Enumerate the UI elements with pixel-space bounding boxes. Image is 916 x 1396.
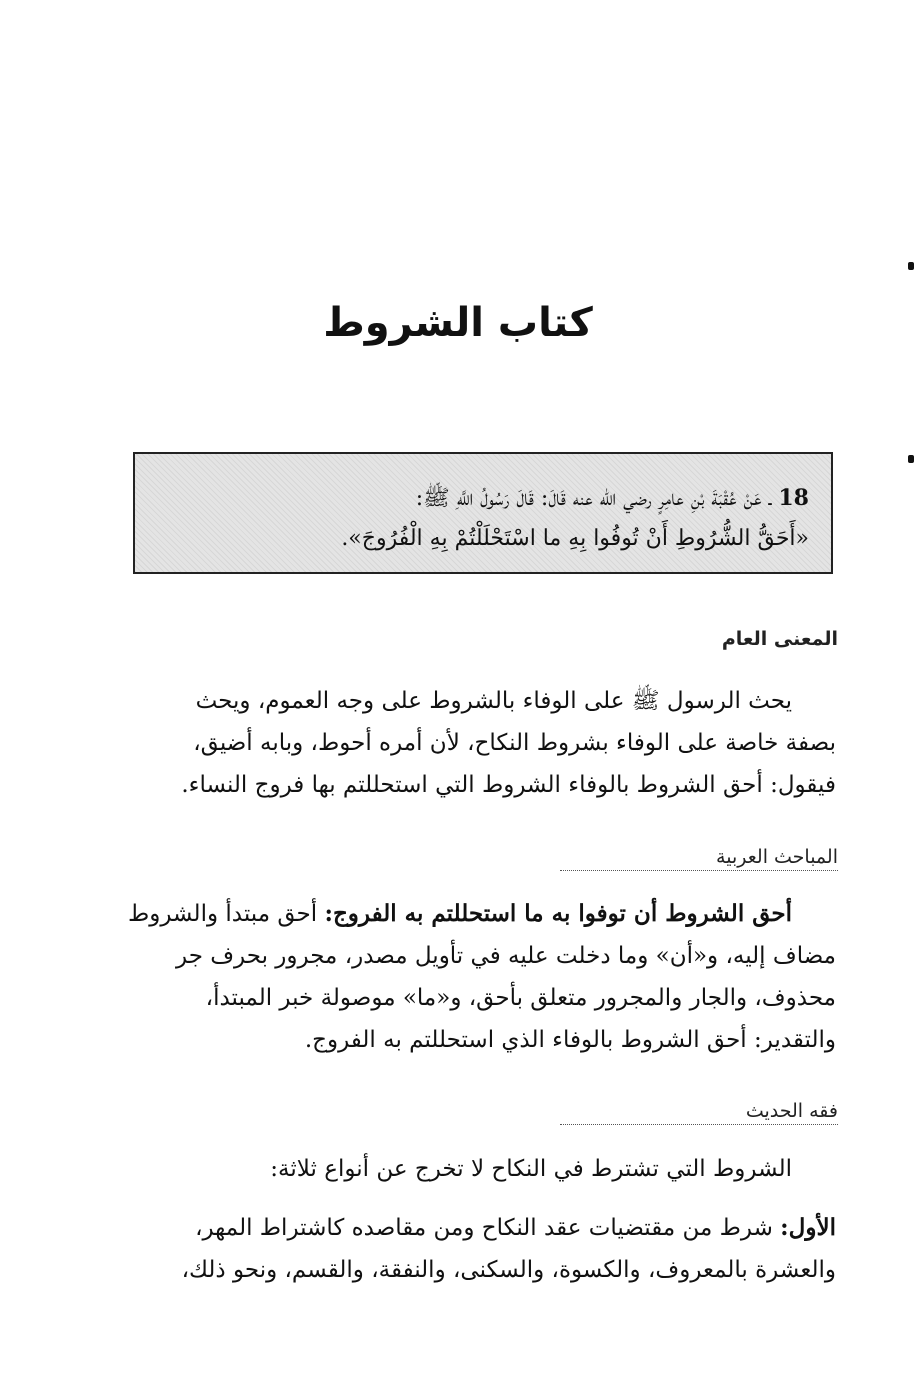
hadith-line-2: «أَحَقُّ الشُّرُوطِ أَنْ تُوفُوا بِهِ ما اسْتَحْلَلْتُمْ بِهِ الْفُرُوجَ». [341, 526, 809, 551]
paragraph-line [132, 1207, 836, 1249]
hadith-number: 18 [778, 485, 809, 511]
paragraph-line: الشروط التي تشترط في النكاح لا تخرج عن أنواع ثلاثة: [270, 1156, 792, 1182]
paragraph-line: يحث الرسول ﷺ على الوفاء بالشروط على وجه العموم، ويحث [195, 688, 792, 714]
paragraph-text: أحق مبتدأ والشروط [127, 901, 325, 927]
paragraph-line: مضاف إليه، و«أن» وما دخلت عليه في تأويل مصدر، مجرور بحرف جر [176, 943, 836, 969]
bold-phrase: أحق الشروط أن توفوا به ما استحللتم به الفروج: [324, 900, 792, 927]
paragraph-line [127, 893, 836, 935]
paragraph-line: فيقول: أحق الشروط بالوفاء الشروط التي استحللتم بها فروج النساء. [181, 772, 836, 798]
bold-label: الأول: [780, 1214, 836, 1241]
paragraph-line: والعشرة بالمعروف، والكسوة، والسكنى، والنفقة، والقسم، ونحو ذلك، [181, 1257, 836, 1283]
page-edge-mark [908, 455, 914, 463]
paragraph-line: والتقدير: أحق الشروط بالوفاء الذي استحللتم به الفروج. [304, 1027, 836, 1053]
hadith-box [133, 452, 833, 574]
fiqh-first-paragraph [132, 1207, 836, 1291]
chapter-title: كتاب الشروط [323, 300, 593, 346]
hadith-text: ـ عَنْ عُقْبَةَ بْنِ عامِرٍ رضي الله عنه قَالَ: قَالَ رَسُولُ اللَّهِ ﷺ: [415, 486, 772, 511]
paragraph-line: بصفة خاصة على الوفاء بشروط النكاح، لأن أمره أحوط، وبابه أضيق، [193, 730, 836, 756]
page-edge-mark [908, 262, 914, 270]
hadith-line-1 [157, 478, 809, 519]
arabic-topics-paragraph [127, 893, 836, 1061]
section-heading-general-meaning: المعنى العام [721, 628, 838, 650]
paragraph-text: شرط من مقتضيات عقد النكاح ومن مقاصده كاشتراط المهر، [195, 1215, 781, 1241]
section-heading-hadith-fiqh: فقه الحديث [560, 1100, 838, 1125]
general-meaning-paragraph [132, 680, 836, 806]
paragraph-line: محذوف، والجار والمجرور متعلق بأحق، و«ما» موصولة خبر المبتدأ، [205, 985, 836, 1011]
fiqh-intro-paragraph [132, 1148, 836, 1190]
section-heading-arabic-topics: المباحث العربية [560, 846, 838, 871]
